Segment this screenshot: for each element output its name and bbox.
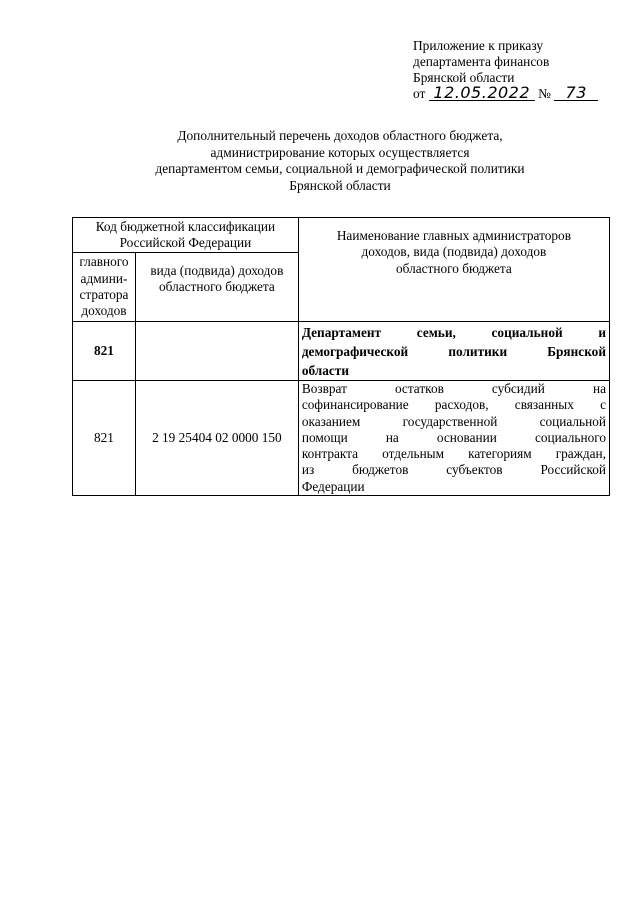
table-row bbox=[73, 322, 610, 381]
date-prefix: от bbox=[413, 86, 426, 101]
row2-name-line-1: Возврат остатков субсидий на bbox=[301, 381, 606, 396]
row1-name-line-3: области bbox=[301, 362, 349, 378]
header-admin-line-4: доходов bbox=[81, 303, 127, 319]
title-line-2: администрирование которых осуществляется bbox=[210, 144, 470, 160]
appendix-line-1: Приложение к приказу bbox=[413, 38, 544, 53]
row2-name-line-7: Федерации bbox=[301, 478, 365, 494]
header-admin-code bbox=[73, 253, 136, 322]
header-name-line-2: доходов, вида (подвида) доходов bbox=[361, 244, 547, 260]
header-income-type bbox=[135, 253, 298, 322]
row2-name-line-6: из бюджетов субъектов Российской bbox=[301, 462, 606, 478]
header-type-line-1: вида (подвида) доходов bbox=[150, 262, 284, 278]
header-name-line-3: областного бюджета bbox=[396, 260, 512, 276]
row1-name-line-1: Департамент семьи, социальной и bbox=[301, 324, 606, 340]
appendix-line-2: департамента финансов bbox=[413, 54, 550, 69]
handwritten-date: 12.05.2022 bbox=[429, 86, 535, 101]
header-admin-line-1: главного bbox=[79, 254, 129, 270]
table-header-row-1 bbox=[73, 218, 610, 253]
row2-name-line-4: помощи на основании социального bbox=[301, 429, 606, 445]
row2-name-line-3: оказанием государственной социальной bbox=[301, 413, 606, 429]
row2-admin-code: 821 bbox=[73, 381, 136, 496]
header-classification-line-2: Российской Федерации bbox=[119, 235, 252, 250]
header-admin-line-2: админи- bbox=[80, 270, 128, 286]
row1-admin-code: 821 bbox=[73, 322, 136, 381]
header-classification-line-1: Код бюджетной классификации bbox=[95, 218, 276, 234]
appendix-date-line bbox=[413, 83, 623, 102]
row2-name bbox=[298, 381, 609, 496]
row1-name bbox=[298, 322, 609, 381]
title-line-3: департаментом семьи, социальной и демографической политики bbox=[155, 161, 525, 176]
row1-income-code bbox=[135, 322, 298, 381]
row2-income-code: 2 19 25404 02 0000 150 bbox=[135, 381, 298, 496]
header-name bbox=[298, 218, 609, 322]
header-name-line-1: Наименование главных администраторов bbox=[336, 228, 571, 244]
header-classification-code bbox=[73, 218, 299, 253]
number-prefix: № bbox=[538, 86, 551, 101]
title-line-4: Брянской области bbox=[289, 177, 391, 193]
appendix-line-3: Брянской области bbox=[413, 70, 515, 85]
handwritten-number: 73 bbox=[554, 86, 598, 101]
row2-name-line-5: контракта отдельным категориям граждан, bbox=[301, 446, 606, 462]
income-table bbox=[72, 217, 610, 496]
document-title bbox=[80, 128, 600, 194]
row2-name-line-2: софинансирование расходов, связанных с bbox=[301, 397, 606, 413]
row1-name-line-2: демографической политики Брянской bbox=[301, 343, 606, 359]
appendix-block bbox=[413, 38, 623, 102]
table-row bbox=[73, 381, 610, 496]
header-admin-line-3: стратора bbox=[79, 287, 129, 302]
title-line-1: Дополнительный перечень доходов областного бюджета, bbox=[177, 128, 503, 143]
header-type-line-2: областного бюджета bbox=[159, 279, 275, 294]
